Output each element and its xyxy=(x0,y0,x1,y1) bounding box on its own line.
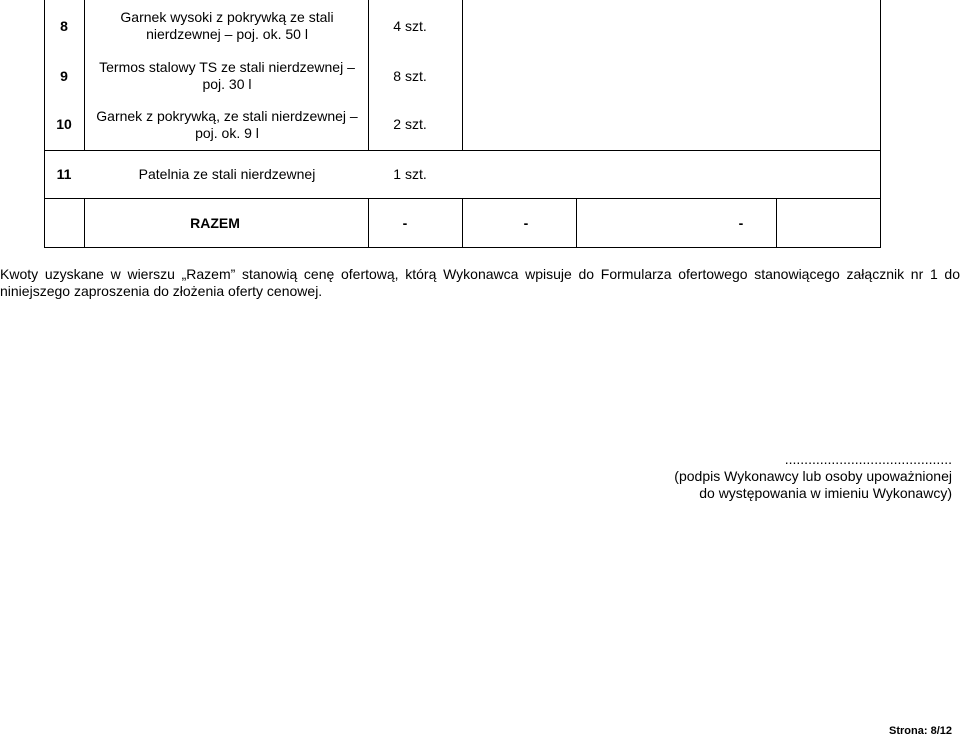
signature-caption-line1: (podpis Wykonawcy lub osoby upoważnionej xyxy=(674,468,952,484)
row-description: Garnek z pokrywką, ze stali nierdzewnej – poj. ok. 9 l xyxy=(96,108,358,141)
signature-block xyxy=(632,451,952,502)
signature-dots: ........................................... xyxy=(784,451,952,467)
razem-note: Kwoty uzyskane w wierszu „Razem” stanowią cenę ofertową, którą Wykonawca wpisuje do Formularza ofertowego stanowiącego załącznik nr 1 do niniejszego zaproszenia do złożenia oferty cenowej. xyxy=(0,266,960,299)
razem-dash: - xyxy=(523,215,529,231)
signature-caption-line2: do występowania w imieniu Wykonawcy) xyxy=(699,485,952,501)
row-quantity: 4 szt. xyxy=(393,18,427,34)
row-number: 8 xyxy=(60,18,68,34)
row-quantity: 2 szt. xyxy=(393,116,427,132)
razem-label: RAZEM xyxy=(190,215,240,231)
row-quantity: 1 szt. xyxy=(393,166,427,182)
row-number: 10 xyxy=(56,116,72,132)
row-number: 11 xyxy=(56,166,72,182)
row-description: Garnek wysoki z pokrywką ze stali nierdzewnej – poj. ok. 50 l xyxy=(120,9,334,42)
row-description: Patelnia ze stali nierdzewnej xyxy=(138,166,316,182)
razem-dash: - xyxy=(402,215,408,231)
razem-dash: - xyxy=(738,215,744,231)
page-number: Strona: 8/12 xyxy=(889,725,952,737)
row-quantity: 8 szt. xyxy=(393,68,427,84)
row-number: 9 xyxy=(60,68,68,84)
row-description: Termos stalowy TS ze stali nierdzewnej – poj. 30 l xyxy=(99,59,355,92)
